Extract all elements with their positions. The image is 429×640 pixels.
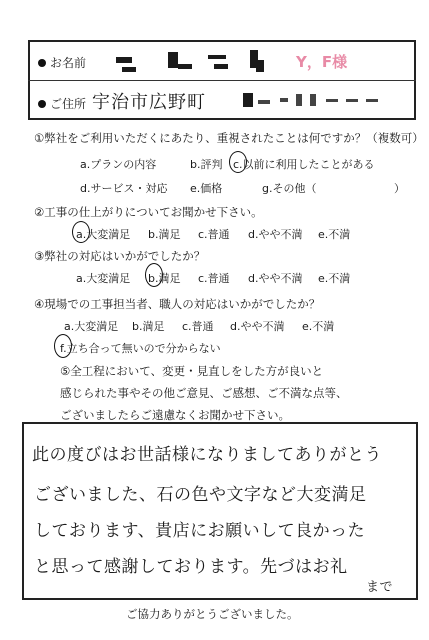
question-5-line-1: ⑤全工程において、変更・見直しをした方が良いと (60, 364, 324, 378)
q4-option-c[interactable]: c.普通 (182, 320, 214, 333)
address-label: ご住所 (50, 97, 87, 111)
q3-option-d[interactable]: d.やや不満 (248, 272, 303, 285)
q1-option-g[interactable]: g.その他（ (262, 182, 317, 195)
header-divider (28, 80, 416, 81)
question-2: ②工事の仕上がりについてお聞かせ下さい。 (34, 205, 263, 219)
q4-option-e[interactable]: e.不満 (302, 320, 335, 333)
question-5-line-2: 感じられた事やその他ご意見、ご感想、ご不満な点等、 (60, 386, 348, 400)
q2-option-c[interactable]: c.普通 (198, 228, 230, 241)
q3-option-c[interactable]: c.普通 (198, 272, 230, 285)
question-5-line-3: ございましたらご遠慮なくお聞かせ下さい。 (60, 408, 290, 422)
q2-option-e[interactable]: e.不満 (318, 228, 351, 241)
redaction-mark (243, 93, 253, 107)
q1-option-a[interactable]: a.プランの内容 (80, 158, 157, 171)
address-value: 宇治市広野町 (92, 92, 206, 113)
redaction-mark (116, 57, 132, 63)
customer-initials: Y，F様 (296, 53, 348, 71)
question-3: ③弊社の対応はいかがでしたか？ (34, 249, 206, 263)
q2-option-b[interactable]: b.満足 (148, 228, 181, 241)
question-1: ①弊社をご利用いただくにあたり、重視されたことは何ですか？（複数可） (34, 131, 424, 145)
comment-line-4: と思って感謝しております。先づはお礼 (34, 557, 348, 577)
comment-line-5: まで (366, 580, 394, 595)
q1-option-c[interactable]: c.以前に利用したことがある (233, 158, 375, 171)
redaction-mark (366, 99, 378, 102)
comment-line-3: しております、貴店にお願いして良かった (34, 521, 366, 541)
redaction-mark (296, 94, 302, 106)
q2-option-d[interactable]: d.やや不満 (248, 228, 303, 241)
redaction-mark (256, 60, 264, 72)
q3-option-a[interactable]: a.大変満足 (76, 272, 131, 285)
q1-option-e[interactable]: e.価格 (190, 182, 223, 195)
redaction-mark (310, 94, 316, 106)
redaction-mark (280, 98, 288, 102)
redaction-mark (346, 99, 358, 102)
q4-option-d[interactable]: d.やや不満 (230, 320, 285, 333)
redaction-mark (258, 100, 270, 104)
bullet-icon (38, 100, 46, 108)
q1-other-close: ） (394, 182, 405, 195)
q1-option-d[interactable]: d.サービス・対応 (80, 182, 168, 195)
q4-option-a[interactable]: a.大変満足 (64, 320, 119, 333)
comment-line-2: ございました、石の色や文字など大変満足 (34, 485, 367, 505)
q1-option-b[interactable]: b.評判 (190, 158, 223, 171)
q4-option-f[interactable]: f.立ち合って無いので分からない (60, 342, 221, 355)
redaction-mark (208, 55, 226, 59)
comment-line-1: 此の度びはお世話様になりましてありがとう (32, 445, 382, 465)
redaction-mark (214, 64, 228, 69)
redaction-mark (326, 99, 338, 102)
q4-option-b[interactable]: b.満足 (132, 320, 165, 333)
redaction-mark (168, 52, 178, 68)
q3-option-b[interactable]: b.満足 (148, 272, 181, 285)
question-4: ④現場での工事担当者、職人の対応はいかがでしたか？ (34, 297, 321, 311)
name-label: お名前 (50, 56, 87, 70)
q2-option-a[interactable]: a.大変満足 (76, 228, 131, 241)
bullet-icon (38, 59, 46, 67)
redaction-mark (122, 67, 136, 72)
q3-option-e[interactable]: e.不満 (318, 272, 351, 285)
redaction-mark (178, 64, 192, 69)
thanks-message: ご協力ありがとうございました。 (126, 607, 299, 621)
